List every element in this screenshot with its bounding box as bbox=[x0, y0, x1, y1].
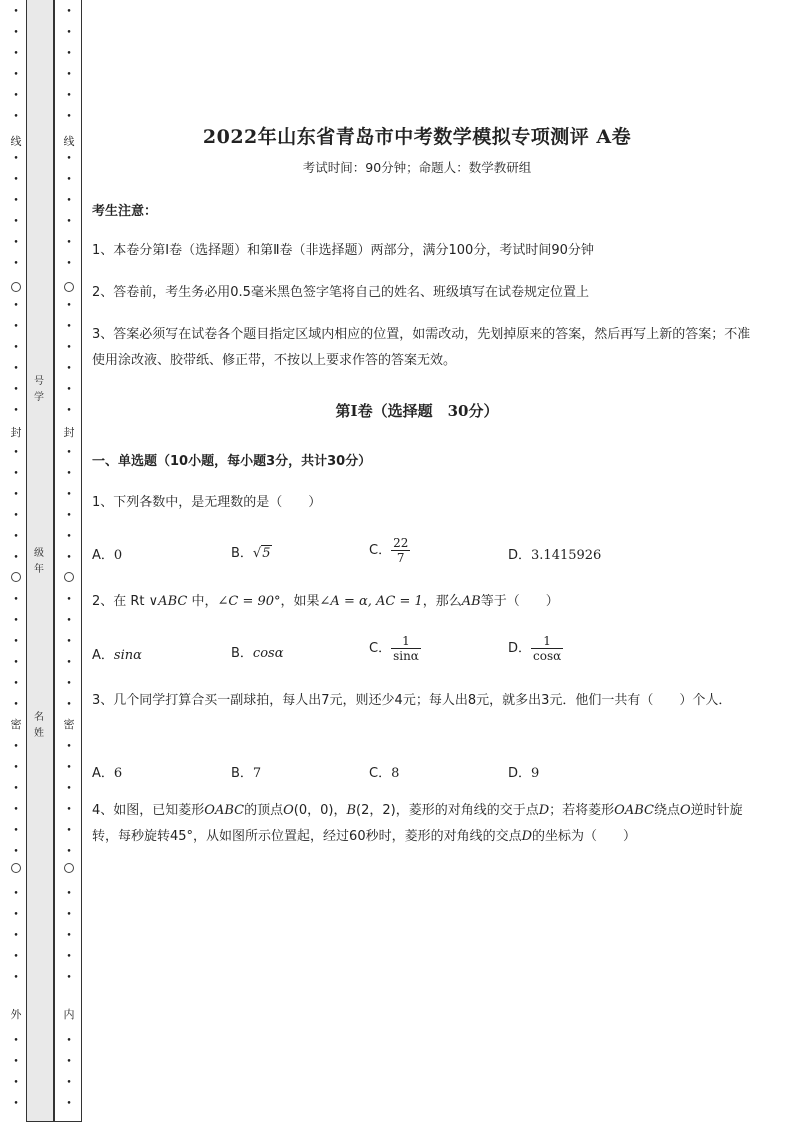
seal-dot: • bbox=[13, 847, 19, 857]
q2-option-c: C． $\frac{1}{\sin\alpha}$ bbox=[369, 634, 419, 663]
seal-dot: • bbox=[66, 931, 72, 941]
seal-dot: • bbox=[66, 91, 72, 101]
seal-dot: • bbox=[66, 658, 72, 668]
seal-dot: • bbox=[13, 973, 19, 983]
seal-dot: • bbox=[13, 343, 19, 353]
seal-dot: • bbox=[66, 679, 72, 689]
note-item-2: 2、答卷前，考生务必用0.5毫米黑色签字笔将自己的姓名、班级填写在试卷规定位置上 bbox=[92, 285, 589, 300]
seal-dot: • bbox=[66, 448, 72, 458]
seal-dot: • bbox=[13, 259, 19, 269]
seal-dot: • bbox=[66, 1099, 72, 1109]
outer-mark-secret: 密 bbox=[10, 718, 22, 731]
seal-dot: • bbox=[66, 28, 72, 38]
note-item-1: 1、本卷分第I卷（选择题）和第Ⅱ卷（非选择题）两部分，满分100分，考试时间90分钟 bbox=[92, 243, 594, 258]
seal-dot: • bbox=[66, 1057, 72, 1067]
seal-dot: • bbox=[13, 1057, 19, 1067]
seal-dot: • bbox=[13, 910, 19, 920]
seal-dot: • bbox=[13, 364, 19, 374]
seal-dot: • bbox=[66, 343, 72, 353]
inner-mark-inside: 内 bbox=[63, 1008, 75, 1021]
seal-dot: • bbox=[13, 616, 19, 626]
seal-dot: • bbox=[13, 805, 19, 815]
seal-dot: • bbox=[66, 700, 72, 710]
seal-dot: • bbox=[13, 238, 19, 248]
seal-dot: • bbox=[13, 91, 19, 101]
seal-dot: • bbox=[13, 1078, 19, 1088]
seal-dot: • bbox=[13, 511, 19, 521]
seal-dot: • bbox=[66, 1036, 72, 1046]
q3-option-b: B．7 bbox=[231, 766, 262, 781]
seal-dot: • bbox=[66, 154, 72, 164]
inner-circle-icon bbox=[64, 282, 74, 292]
seal-dot: • bbox=[66, 196, 72, 206]
seal-dot: • bbox=[13, 553, 19, 563]
outer-mark-line: 线 bbox=[10, 135, 22, 148]
seal-dot: • bbox=[13, 301, 19, 311]
seal-dot: • bbox=[66, 301, 72, 311]
seal-dot: • bbox=[66, 511, 72, 521]
seal-dot: • bbox=[66, 1078, 72, 1088]
seal-dot: • bbox=[66, 7, 72, 17]
q1-option-d: D．3.1415926 bbox=[508, 548, 602, 563]
outer-circle-icon bbox=[11, 572, 21, 582]
seal-dot: • bbox=[66, 616, 72, 626]
outer-seal-line bbox=[9, 0, 23, 1123]
inner-mark-line: 线 bbox=[63, 135, 75, 148]
seal-dot: • bbox=[66, 238, 72, 248]
inner-mark-secret: 密 bbox=[63, 718, 75, 731]
seal-dot: • bbox=[13, 952, 19, 962]
seal-dot: • bbox=[66, 217, 72, 227]
seal-dot: • bbox=[66, 637, 72, 647]
seal-dot: • bbox=[66, 469, 72, 479]
seal-dot: • bbox=[13, 49, 19, 59]
seal-dot: • bbox=[13, 763, 19, 773]
seal-dot: • bbox=[13, 889, 19, 899]
seal-dot: • bbox=[66, 742, 72, 752]
seal-dot: • bbox=[13, 448, 19, 458]
inner-circle-icon bbox=[64, 863, 74, 873]
seal-dot: • bbox=[13, 679, 19, 689]
q2-option-b: B．cosα bbox=[231, 646, 284, 661]
seal-dot: • bbox=[13, 28, 19, 38]
exam-subtitle: 考试时间：90分钟；命题人：数学教研组 bbox=[302, 160, 532, 175]
section-title: 第I卷（选择题 30分） bbox=[335, 402, 499, 420]
strip-label-name: 名姓 bbox=[34, 712, 44, 739]
seal-dot: • bbox=[13, 7, 19, 17]
seal-dot: • bbox=[13, 175, 19, 185]
seal-dot: • bbox=[13, 322, 19, 332]
seal-dot: • bbox=[13, 742, 19, 752]
seal-dot: • bbox=[66, 805, 72, 815]
seal-dot: • bbox=[13, 595, 19, 605]
q1-option-b: B．√5 bbox=[231, 546, 271, 561]
exam-title: 2022年山东省青岛市中考数学模拟专项测评 A卷 bbox=[202, 126, 632, 148]
q3-option-c: C．8 bbox=[369, 766, 400, 781]
strip-label-grade: 级年 bbox=[34, 548, 44, 575]
question-3-stem: 3、几个同学打算合买一副球拍，每人出7元，则还少4元；每人出8元，就多出3元．他们一共有（ ）个人． bbox=[92, 693, 732, 708]
q2-option-d: D． $\frac{1}{\cos\alpha}$ bbox=[508, 634, 562, 663]
seal-dot: • bbox=[66, 826, 72, 836]
inner-mark-seal: 封 bbox=[63, 426, 75, 439]
seal-dot: • bbox=[13, 532, 19, 542]
seal-dot: • bbox=[13, 784, 19, 794]
seal-dot: • bbox=[13, 826, 19, 836]
seal-dot: • bbox=[13, 1036, 19, 1046]
seal-dot: • bbox=[66, 532, 72, 542]
seal-dot: • bbox=[66, 889, 72, 899]
seal-dot: • bbox=[66, 385, 72, 395]
seal-dot: • bbox=[13, 406, 19, 416]
seal-dot: • bbox=[66, 259, 72, 269]
seal-dot: • bbox=[13, 385, 19, 395]
seal-dot: • bbox=[13, 196, 19, 206]
question-4-stem: 4、如图，已知菱形OABC的顶点O(0，0)，B(2，2)，菱形的对角线的交于点D；若将菱形OABC绕点O逆时针旋转，每秒旋转45°，从如图所示位置起，经过60秒时，菱形的对角线的交点D的坐标为（ ） bbox=[92, 803, 743, 844]
seal-dot: • bbox=[13, 70, 19, 80]
seal-dot: • bbox=[66, 49, 72, 59]
seal-dot: • bbox=[66, 784, 72, 794]
seal-dot: • bbox=[13, 469, 19, 479]
note-item-3: 3、答案必须写在试卷各个题目指定区域内相应的位置，如需改动，先划掉原来的答案，然后再写上新的答案；不准使用涂改液、胶带纸、修正带，不按以上要求作答的答案无效。 bbox=[92, 327, 751, 368]
q1-option-a: A．0 bbox=[92, 548, 123, 563]
seal-dot: • bbox=[13, 154, 19, 164]
part-heading: 一、单选题（10小题，每小题3分，共计30分） bbox=[92, 454, 372, 469]
seal-dot: • bbox=[66, 70, 72, 80]
inner-circle-icon bbox=[64, 572, 74, 582]
seal-dot: • bbox=[66, 973, 72, 983]
seal-dot: • bbox=[13, 637, 19, 647]
q3-option-d: D．9 bbox=[508, 766, 540, 781]
seal-dot: • bbox=[66, 112, 72, 122]
seal-dot: • bbox=[13, 700, 19, 710]
seal-dot: • bbox=[13, 217, 19, 227]
outer-circle-icon bbox=[11, 282, 21, 292]
question-2-stem: 2、在 Rt ∨ABC 中，∠C = 90°，如果∠A = α, AC = 1，那么AB等于（ ） bbox=[92, 594, 559, 609]
strip-label-student-number: 号学 bbox=[34, 376, 44, 403]
seal-dot: • bbox=[66, 364, 72, 374]
seal-dot: • bbox=[66, 490, 72, 500]
seal-dot: • bbox=[66, 322, 72, 332]
q3-option-a: A．6 bbox=[92, 766, 123, 781]
seal-dot: • bbox=[13, 112, 19, 122]
seal-dot: • bbox=[66, 553, 72, 563]
seal-dot: • bbox=[66, 847, 72, 857]
q2-option-a: A．sinα bbox=[92, 648, 142, 663]
seal-dot: • bbox=[13, 931, 19, 941]
seal-dot: • bbox=[13, 1099, 19, 1109]
q1-option-c: C． $\frac{22}{7}$ bbox=[369, 536, 409, 565]
notes-heading: 考生注意： bbox=[92, 204, 158, 219]
seal-dot: • bbox=[66, 175, 72, 185]
seal-dot: • bbox=[66, 910, 72, 920]
question-1-stem: 1、下列各数中，是无理数的是（ ） bbox=[92, 495, 322, 510]
outer-mark-outside: 外 bbox=[10, 1008, 22, 1021]
seal-dot: • bbox=[66, 763, 72, 773]
seal-dot: • bbox=[13, 658, 19, 668]
seal-dot: • bbox=[66, 952, 72, 962]
inner-seal-line bbox=[62, 0, 76, 1123]
outer-circle-icon bbox=[11, 863, 21, 873]
seal-dot: • bbox=[13, 490, 19, 500]
seal-dot: • bbox=[66, 406, 72, 416]
seal-dot: • bbox=[66, 595, 72, 605]
outer-mark-seal: 封 bbox=[10, 426, 22, 439]
